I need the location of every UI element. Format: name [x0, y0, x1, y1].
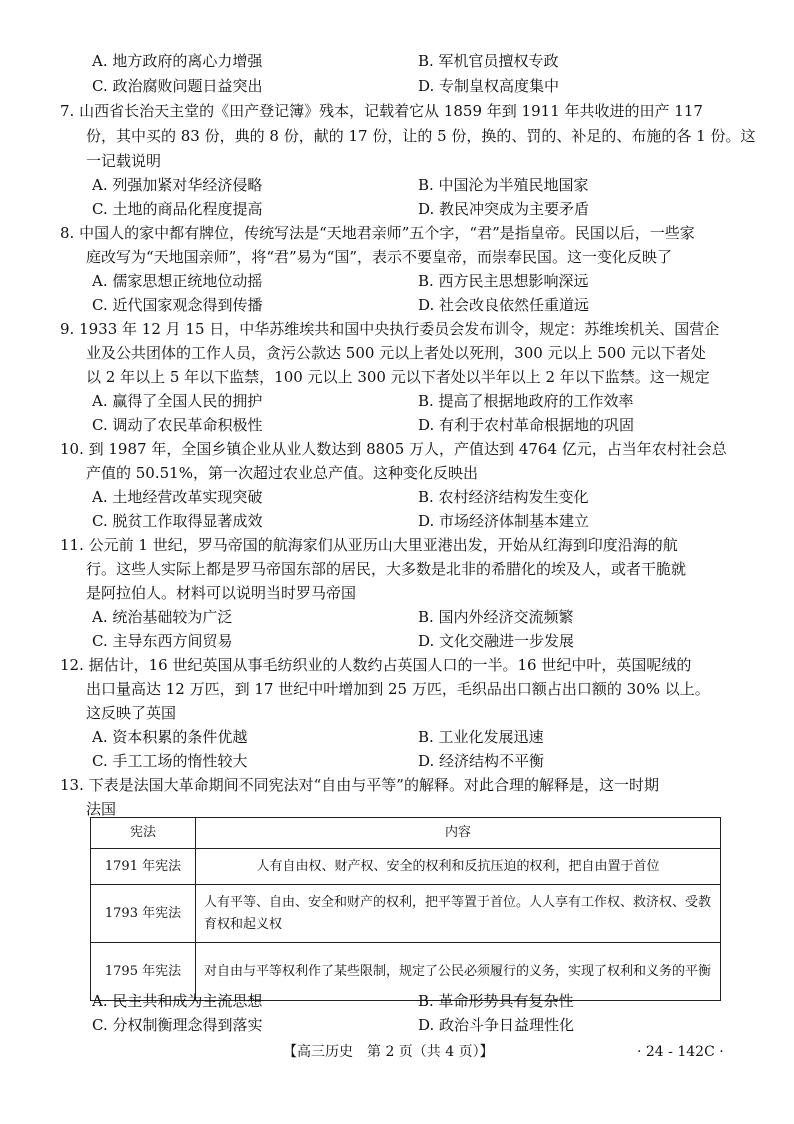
q7-stem-line-2: 份，其中买的 83 份，典的 8 份，献的 17 份，让的 5 份，换的、罚的、补足的、布施的各 1 份。这 [86, 127, 756, 145]
q6-option-d: D. 专制皇权高度集中 [418, 77, 560, 95]
q11-option-b: B. 国内外经济交流频繁 [418, 608, 574, 626]
q9-stem-line-1: 9. 1933 年 12 月 15 日，中华苏维埃共和国中央执行委员会发布训令，规定：苏维埃机关、国营企 [60, 320, 720, 338]
q7-option-d: D. 教民冲突成为主要矛盾 [418, 200, 590, 218]
q13-stem-line-2: 法国 [86, 800, 117, 818]
q7-stem-line-3: 一记载说明 [86, 152, 162, 170]
q12-option-a: A. 资本积累的条件优越 [92, 728, 248, 746]
table-header-row [91, 818, 721, 849]
q6-option-c: C. 政治腐败问题日益突出 [92, 77, 263, 95]
q7-option-b: B. 中国沦为半殖民地国家 [418, 176, 589, 194]
table-row [91, 885, 721, 943]
q12-stem-line-2: 出口量高达 12 万匹，到 17 世纪中叶增加到 25 万匹，毛织品出口额占出口额的 30% 以上。 [86, 680, 710, 698]
q8-option-c: C. 近代国家观念得到传播 [92, 296, 263, 314]
table-cell-constitution: 1793 年宪法 [91, 885, 196, 943]
table-cell-constitution: 1795 年宪法 [91, 943, 196, 1001]
q9-option-d: D. 有利于农村革命根据地的巩固 [418, 416, 635, 434]
table-header-content: 内容 [196, 818, 721, 849]
q11-option-a: A. 统治基础较为广泛 [92, 608, 233, 626]
constitution-table [90, 817, 721, 1001]
q10-stem-line-1: 10. 到 1987 年，全国乡镇企业从业人数达到 8805 万人，产值达到 4764 亿元，占当年农村社会总 [60, 440, 727, 458]
q13-option-d: D. 政治斗争日益理性化 [418, 1016, 575, 1034]
q6-option-b: B. 军机官员擅权专政 [418, 52, 559, 70]
q13-stem-line-1: 13. 下表是法国大革命期间不同宪法对“自由与平等”的解释。对此合理的解释是，这一时期 [60, 776, 659, 794]
table-row [91, 849, 721, 885]
q11-stem-line-1: 11. 公元前 1 世纪，罗马帝国的航海家们从亚历山大里亚港出发，开始从红海到印度沿海的航 [60, 536, 678, 554]
q10-option-d: D. 市场经济体制基本建立 [418, 512, 590, 530]
q10-option-b: B. 农村经济结构发生变化 [418, 488, 589, 506]
table-cell-content: 对自由与平等权利作了某些限制，规定了公民必须履行的义务，实现了权利和义务的平衡 [196, 943, 721, 1001]
q13-option-a: A. 民主共和成为主流思想 [92, 992, 263, 1010]
q11-stem-line-2: 行。这些人实际上都是罗马帝国东部的居民，大多数是北非的希腊化的埃及人，或者干脆就 [86, 560, 687, 578]
q9-stem-line-2: 业及公共团体的工作人员，贪污公款达 500 元以上者处以死刑，300 元以上 500 元以下者处 [86, 344, 706, 362]
footer-code: · 24 - 142C · [637, 1044, 724, 1060]
q11-option-c: C. 主导东西方间贸易 [92, 632, 233, 650]
q10-option-c: C. 脱贫工作取得显著成效 [92, 512, 263, 530]
q9-option-a: A. 赢得了全国人民的拥护 [92, 392, 263, 410]
q9-option-b: B. 提高了根据地政府的工作效率 [418, 392, 634, 410]
q13-option-b: B. 革命形势具有复杂性 [418, 992, 574, 1010]
q8-option-d: D. 社会改良依然任重道远 [418, 296, 590, 314]
q6-option-a: A. 地方政府的离心力增强 [92, 52, 263, 70]
table-header-constitution: 宪法 [91, 818, 196, 849]
q11-stem-line-3: 是阿拉伯人。材料可以说明当时罗马帝国 [86, 584, 357, 602]
q9-option-c: C. 调动了农民革命积极性 [92, 416, 263, 434]
q9-stem-line-3: 以 2 年以上 5 年以下监禁，100 元以上 300 元以下者处以半年以上 2 年以下监禁。这一规定 [86, 368, 710, 386]
table-cell-constitution: 1791 年宪法 [91, 849, 196, 885]
table-cell-content: 人有平等、自由、安全和财产的权利，把平等置于首位。人人享有工作权、救济权、受教育权和起义权 [196, 885, 721, 943]
q8-stem-line-1: 8. 中国人的家中都有牌位，传统写法是“天地君亲师”五个字，“君”是指皇帝。民国以后，一些家 [60, 224, 695, 242]
q7-option-c: C. 土地的商品化程度提高 [92, 200, 263, 218]
q12-stem-line-1: 12. 据估计，16 世纪英国从事毛纺织业的人数约占英国人口的一半。16 世纪中叶，英国呢绒的 [60, 656, 692, 674]
q8-stem-line-2: 庭改写为“天地国亲师”，将“君”易为“国”，表示不要皇帝，而崇奉民国。这一变化反映了 [86, 248, 673, 266]
q8-option-a: A. 儒家思想正统地位动摇 [92, 272, 263, 290]
q13-option-c: C. 分权制衡理念得到落实 [92, 1016, 263, 1034]
q10-stem-line-2: 产值的 50.51%，第一次超过农业总产值。这种变化反映出 [86, 464, 478, 482]
q12-option-b: B. 工业化发展迅速 [418, 728, 544, 746]
q11-option-d: D. 文化交融进一步发展 [418, 632, 575, 650]
q12-option-d: D. 经济结构不平衡 [418, 752, 545, 770]
q12-option-c: C. 手工工场的惰性较大 [92, 752, 248, 770]
footer-page-info: 【高三历史 第 2 页（共 4 页）】 [283, 1044, 494, 1060]
q7-option-a: A. 列强加紧对华经济侵略 [92, 176, 263, 194]
table-cell-content: 人有自由权、财产权、安全的权利和反抗压迫的权利，把自由置于首位 [196, 849, 721, 885]
q12-stem-line-3: 这反映了英国 [86, 704, 177, 722]
q7-stem-line-1: 7. 山西省长治天主堂的《田产登记簿》残本，记载着它从 1859 年到 1911 年共收进的田产 117 [60, 102, 703, 120]
q8-option-b: B. 西方民主思想影响深远 [418, 272, 589, 290]
q10-option-a: A. 土地经营改革实现突破 [92, 488, 263, 506]
